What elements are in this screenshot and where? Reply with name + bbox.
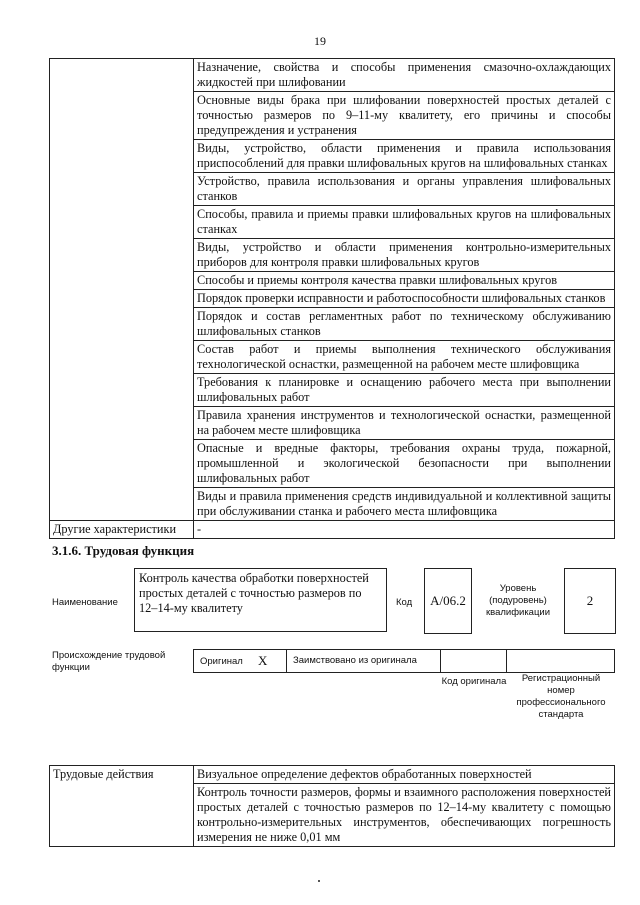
knowledge-item: Устройство, правила использования и органы управления шлифовальных станков	[194, 173, 615, 206]
section-title: 3.1.6. Трудовая функция	[52, 543, 195, 558]
knowledge-item: Способы и приемы контроля качества правки шлифовальных кругов	[194, 272, 615, 290]
name-label: Наименование	[52, 597, 118, 608]
scan-speck	[318, 880, 320, 882]
actions-table	[49, 765, 615, 847]
table-row	[50, 766, 615, 784]
level-value: 2	[564, 568, 616, 634]
knowledge-item: Способы, правила и приемы правки шлифовальных кругов на шлифовальных станках	[194, 206, 615, 239]
function-name-value: Контроль качества обработки поверхностей простых деталей с точностью размеров по 12–14-му квалитету	[134, 568, 387, 632]
knowledge-item: Виды, устройство и области применения контрольно-измерительных приборов для контроля правки шлифовальных кругов	[194, 239, 615, 272]
knowledge-item: Состав работ и приемы выполнения технического обслуживания технологической оснастки, размещенной на рабочем месте шлифовщика	[194, 341, 615, 374]
borrowed-cell	[287, 649, 441, 673]
code-caption: Код оригинала	[441, 676, 507, 687]
knowledge-item: Виды и правила применения средств индивидуальной и коллективной защиты при обслуживании станка и рабочего места шлифовщика	[194, 488, 615, 521]
action-item: Визуальное определение дефектов обработанных поверхностей	[194, 766, 615, 784]
knowledge-item: Основные виды брака при шлифовании поверхностей простых деталей с точностью размеров по 9–11-му квалитету, его причины и способы предупреждения и устранения	[194, 92, 615, 140]
knowledge-item: Назначение, свойства и способы применения смазочно-охлаждающих жидкостей при шлифовании	[194, 59, 615, 92]
reg-number-cell	[507, 649, 615, 673]
actions-label: Трудовые действия	[50, 766, 194, 847]
knowledge-item: Порядок и состав регламентных работ по техническому обслуживанию шлифовальных станков	[194, 308, 615, 341]
level-label: Уровень (подуровень) квалификации	[485, 583, 551, 618]
knowledge-label-cell	[50, 59, 194, 521]
page-number: 19	[314, 34, 326, 48]
reg-caption: Регистрационный номер профессионального стандарта	[516, 673, 606, 720]
original-code-cell	[441, 649, 507, 673]
other-characteristics-label: Другие характеристики	[50, 521, 194, 539]
table-row	[50, 521, 615, 539]
function-code-value: A/06.2	[424, 568, 472, 634]
knowledge-item: Правила хранения инструментов и технологической оснастки, размещенной на рабочем месте шлифовщика	[194, 407, 615, 440]
knowledge-item: Виды, устройство, области применения и правила использования приспособлений для правки шлифовальных кругов на шлифовальных станках	[194, 140, 615, 173]
table-row	[50, 59, 615, 92]
knowledge-item: Опасные и вредные факторы, требования охраны труда, пожарной, промышленной и экологической безопасности при выполнении шлифовальных работ	[194, 440, 615, 488]
original-label: Оригинал	[200, 656, 243, 667]
original-cell	[193, 649, 287, 673]
knowledge-item: Порядок проверки исправности и работоспособности шлифовальных станков	[194, 290, 615, 308]
borrowed-label: Заимствовано из оригинала	[293, 655, 417, 666]
original-mark: X	[258, 653, 268, 668]
origin-label: Происхождение трудовой функции	[52, 650, 166, 673]
code-label: Код	[396, 597, 413, 608]
action-item: Контроль точности размеров, формы и взаимного расположения поверхностей простых деталей с точностью размеров по 12–14-му квалитету с помощью контрольно-измерительных инструментов, обеспечивающих погрешность измерения не ниже 0,01 мм	[194, 784, 615, 847]
knowledge-table	[49, 58, 615, 539]
knowledge-item: Требования к планировке и оснащению рабочего места при выполнении шлифовальных работ	[194, 374, 615, 407]
other-characteristics-value: -	[194, 521, 615, 539]
